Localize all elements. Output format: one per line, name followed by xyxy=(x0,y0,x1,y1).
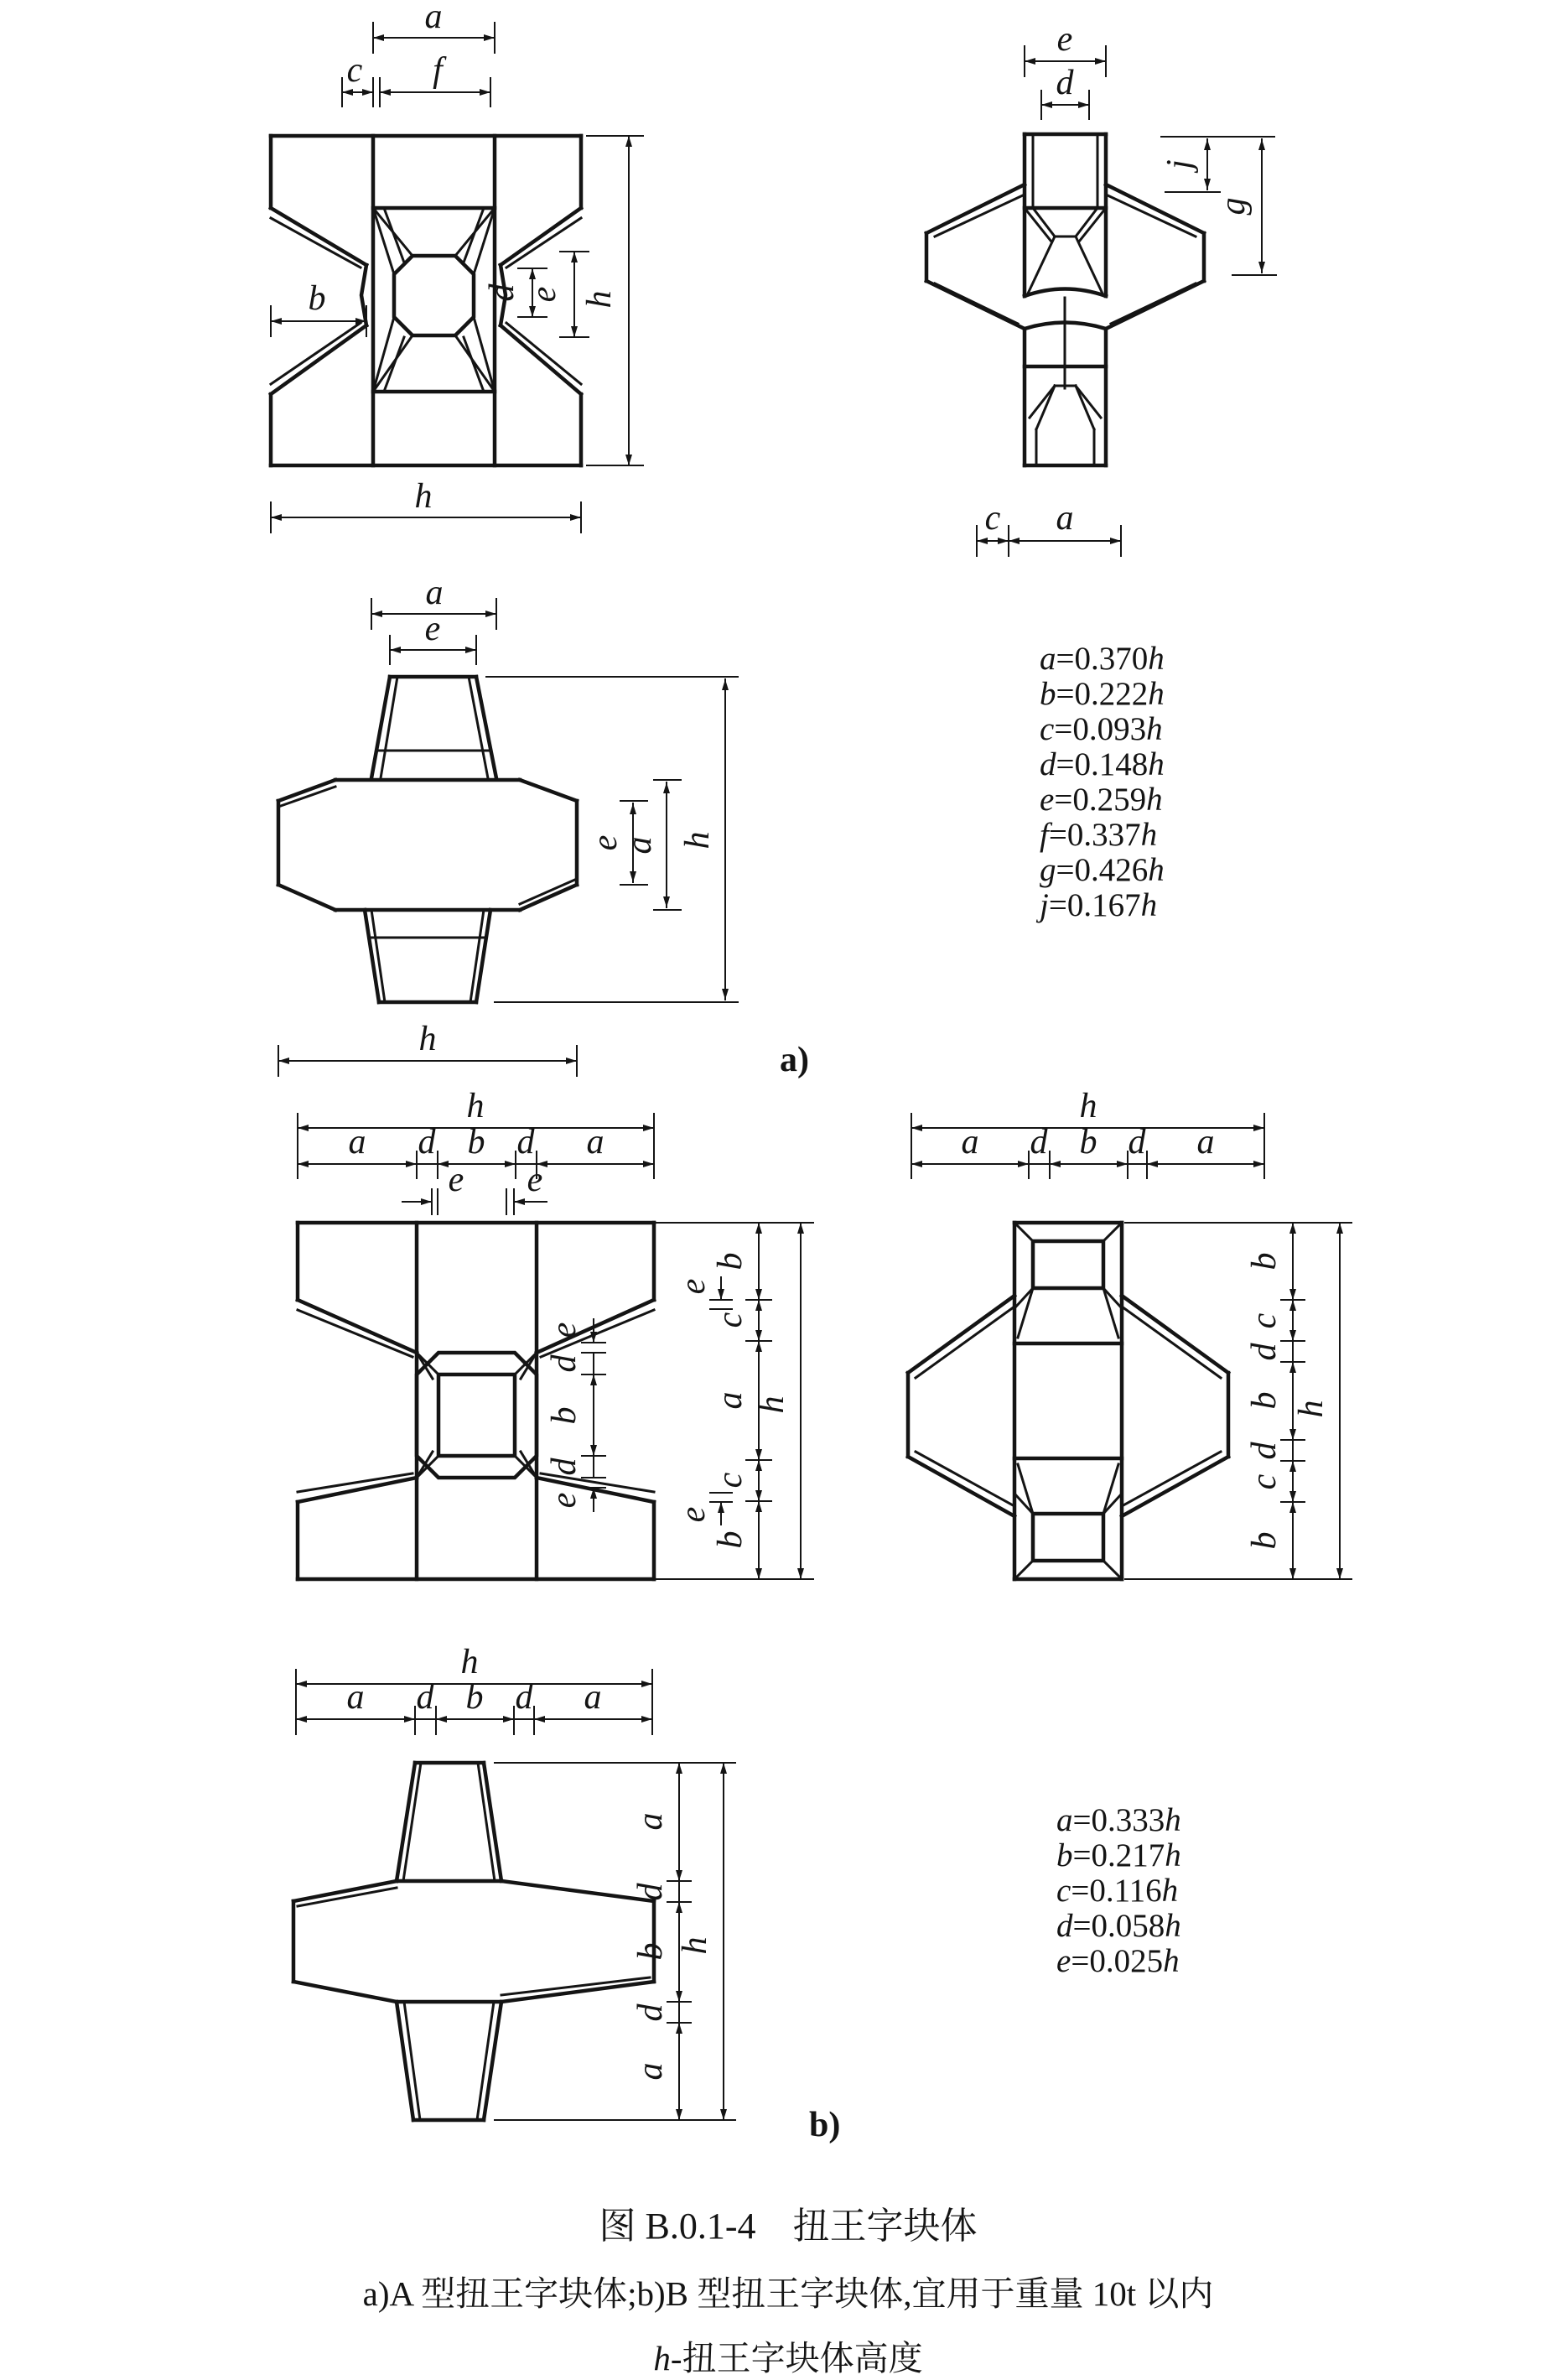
dimension-lines-top xyxy=(296,1643,652,1734)
dim-label: e xyxy=(674,1278,713,1295)
formula-row: c=0.116h xyxy=(1056,1873,1179,1909)
dim-label: f xyxy=(433,51,443,90)
formula-row: a=0.333h xyxy=(1056,1802,1181,1838)
dimension-lines-right xyxy=(495,1763,735,2120)
dim-label: h xyxy=(1079,1087,1097,1125)
section-label-b: b) xyxy=(809,2106,841,2144)
dim-label: e xyxy=(448,1161,464,1199)
dim-label: d xyxy=(515,1678,533,1717)
dim-label: e xyxy=(424,610,441,648)
figure-caption xyxy=(101,2196,1476,2380)
formula-row: g=0.426h xyxy=(1040,852,1165,888)
block-outline xyxy=(293,1763,654,2120)
dim-label: d xyxy=(418,1123,436,1161)
dim-label: b xyxy=(308,279,326,318)
dim-label: b xyxy=(1245,1531,1284,1550)
dim-label: d xyxy=(1030,1123,1048,1161)
dimension-lines-right xyxy=(545,1223,813,1579)
formula-list-a xyxy=(1040,642,1165,923)
dim-label: c xyxy=(1245,1473,1284,1490)
dim-label: d xyxy=(1245,1442,1284,1460)
dimension-lines xyxy=(271,4,643,533)
formula-row: d=0.058h xyxy=(1056,1908,1181,1944)
dim-label: g xyxy=(1214,197,1253,216)
dim-label: b xyxy=(1245,1252,1284,1271)
dim-label: b xyxy=(467,1123,485,1161)
dim-label: b xyxy=(545,1406,584,1425)
dim-label: a xyxy=(1056,499,1074,538)
dim-label: e xyxy=(527,1161,543,1199)
caption-title: 图 B.0.1-4 扭王字块体 xyxy=(599,2206,978,2247)
dim-label: b xyxy=(1245,1391,1284,1410)
formula-list-b xyxy=(1056,1803,1181,1979)
dim-label: a xyxy=(586,1123,604,1161)
figure-a-side-elevation xyxy=(872,17,1375,570)
dim-label: d xyxy=(1128,1123,1146,1161)
dim-label: b xyxy=(631,1942,670,1961)
dim-label: c xyxy=(346,51,363,90)
dim-label: d xyxy=(516,1123,535,1161)
figure-a-plan-view xyxy=(218,579,755,1082)
formula-row: a=0.370h xyxy=(1040,641,1165,677)
formula-row: b=0.217h xyxy=(1056,1837,1181,1873)
dimension-lines xyxy=(977,20,1276,556)
dim-label: e xyxy=(586,834,625,851)
dim-label: d xyxy=(631,1883,670,1901)
figure-b-plan-view xyxy=(260,1635,864,2172)
dim-label: e xyxy=(674,1506,713,1523)
dim-label: h xyxy=(676,1936,714,1955)
figure-a-front-elevation xyxy=(218,4,671,545)
dim-label: h xyxy=(1292,1400,1331,1418)
dim-label: h xyxy=(580,290,619,309)
dim-label: a xyxy=(631,2062,670,2081)
dimension-lines-right xyxy=(1125,1223,1352,1579)
dim-label: a xyxy=(631,1812,670,1831)
dim-label: d xyxy=(416,1678,434,1717)
formula-row: e=0.259h xyxy=(1040,782,1163,818)
formula-row: d=0.148h xyxy=(1040,746,1165,782)
formula-row: c=0.093h xyxy=(1040,711,1163,747)
block-outline xyxy=(908,1223,1228,1579)
dim-label: b xyxy=(711,1530,750,1549)
dim-label: h xyxy=(466,1087,485,1125)
dim-label: c xyxy=(711,1472,750,1489)
dim-label: d xyxy=(545,1354,584,1373)
dim-label: e xyxy=(525,286,563,303)
dim-label: a xyxy=(961,1123,979,1161)
dim-label: h xyxy=(678,831,717,850)
dim-label: c xyxy=(984,499,1001,538)
formula-row: e=0.025h xyxy=(1056,1943,1180,1979)
dim-label: a xyxy=(711,1391,750,1410)
dim-label: d xyxy=(483,283,521,302)
formula-row: f=0.337h xyxy=(1040,817,1158,853)
dim-label: b xyxy=(1079,1123,1097,1161)
dim-label: j xyxy=(1160,159,1199,169)
dim-label: a xyxy=(425,579,444,612)
dimension-lines-top xyxy=(298,1087,654,1214)
dim-label: b xyxy=(465,1678,484,1717)
dim-label: h xyxy=(418,1020,437,1058)
formula-row: j=0.167h xyxy=(1040,887,1158,923)
dim-label: a xyxy=(424,4,443,36)
formula-row: b=0.222h xyxy=(1040,676,1165,712)
dimension-lines xyxy=(278,579,738,1076)
dim-label: a xyxy=(348,1123,366,1161)
dim-label: c xyxy=(711,1312,750,1328)
caption-note: h-扭王字块体高度 xyxy=(653,2339,923,2377)
dim-label: h xyxy=(753,1395,791,1414)
figure-b-front-elevation xyxy=(268,1082,822,1652)
block-outline xyxy=(278,677,577,1002)
dim-label: d xyxy=(1245,1343,1284,1361)
section-label-a: a) xyxy=(780,1041,809,1079)
dim-label: a xyxy=(584,1678,602,1717)
dim-label: d xyxy=(545,1458,584,1476)
dim-label: e xyxy=(1056,20,1073,59)
block-outline xyxy=(926,134,1204,465)
dim-label: b xyxy=(711,1252,750,1271)
dim-label: a xyxy=(346,1678,365,1717)
dim-label: a xyxy=(620,836,659,855)
dim-label: e xyxy=(545,1322,584,1338)
caption-subtitle: a)A 型扭王字块体;b)B 型扭王字块体,宜用于重量 10t 以内 xyxy=(362,2274,1214,2313)
dim-label: h xyxy=(414,477,433,516)
dim-label: h xyxy=(460,1643,479,1681)
dim-label: d xyxy=(631,2003,670,2022)
dim-label: e xyxy=(545,1492,584,1509)
dim-label: d xyxy=(1056,64,1074,102)
block-outline xyxy=(298,1223,654,1579)
dimension-lines-top xyxy=(911,1087,1264,1178)
dim-label: c xyxy=(1245,1312,1284,1329)
figure-b-side-elevation xyxy=(864,1082,1417,1652)
dim-label: a xyxy=(1196,1123,1215,1161)
